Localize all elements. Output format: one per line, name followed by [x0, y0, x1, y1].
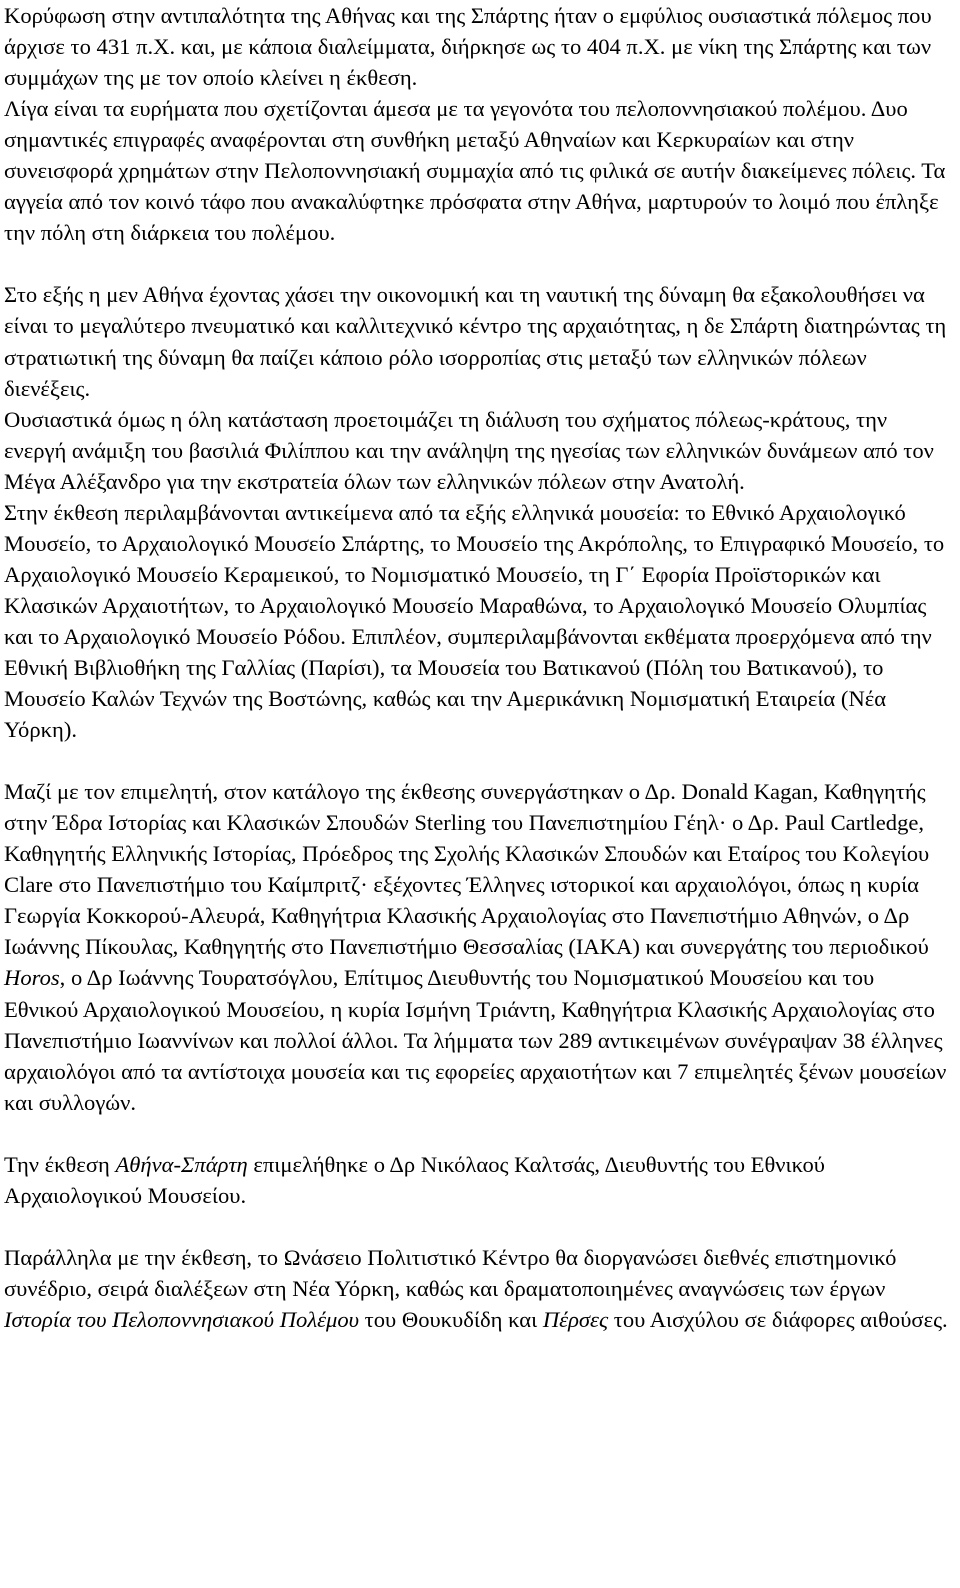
paragraph-spacer — [4, 248, 954, 279]
paragraph-spacer — [4, 745, 954, 776]
text-run: του Θουκυδίδη και — [359, 1306, 543, 1332]
work-title-thucydides: Ιστορία του Πελοποννησιακού Πολέμου — [4, 1306, 360, 1332]
text-run: Την έκθεση — [4, 1151, 116, 1177]
journal-title: Horos — [4, 965, 60, 991]
text-run: , ο Δρ Ιωάννης Τουρατσόγλου, Επίτιμος Διευθυντής του Νομισματικού Μουσείου και του Εθνικού Αρχαιολογικού Μουσείου, η κυρία Ισμήνη Τριάντη, Καθηγήτρια Κλασικής Αρχαιολογίας στο Πανεπιστήμιο Ιωαννίνων και πολλοί άλλοι. Τα λήμματα των 289 αντικειμένων συνέγραψαν 38 έλληνες αρχαιολόγοι από τα αντίστοιχα μουσεία και τις εφορείες αρχαιοτήτων και 7 επιμελητές ξένων μουσείων και συλλογών. — [4, 965, 947, 1115]
work-title-persians: Πέρσες — [542, 1306, 609, 1332]
text-run: του Αισχύλου σε διάφορες αιθούσες. — [608, 1306, 948, 1332]
paragraph-curator — [4, 1149, 954, 1211]
exhibition-title: Αθήνα-Σπάρτη — [115, 1151, 248, 1177]
paragraph-parallel-events — [4, 1242, 954, 1335]
paragraph-lending-museums: Στην έκθεση περιλαμβάνονται αντικείμενα από τα εξής ελληνικά μουσεία: το Εθνικό Αρχαιολογικό Μουσείο, το Αρχαιολογικό Μουσείο Σπάρτης, το Μουσείο της Ακρόπολης, το Επιγραφικό Μουσείο, το Αρχαιολογικό Μουσείο Κεραμεικού, το Νομισματικό Μουσείο, τη Γ΄ Εφορία Προϊστορικών και Κλασικών Αρχαιοτήτων, το Αρχαιολογικό Μουσείο Μαραθώνα, το Αρχαιολογικό Μουσείο Ολυμπίας και το Αρχαιολογικό Μουσείο Ρόδου. Επιπλέον, συμπεριλαμβάνονται εκθέματα προερχόμενα από την Εθνική Βιβλιοθήκη της Γαλλίας (Παρίσι), τα Μουσεία του Βατικανού (Πόλη του Βατικανού), το Μουσείο Καλών Τεχνών της Βοστώνης, καθώς και την Αμερικάνικη Νομισματική Εταιρεία (Νέα Υόρκη). — [4, 499, 945, 743]
paragraph-peloponnesian-war-intro: Κορύφωση στην αντιπαλότητα της Αθήνας και της Σπάρτης ήταν ο εμφύλιος ουσιαστικά πόλεμος που άρχισε το 431 π.Χ. και, με κάποια διαλείμματα, διήρκησε ως το 404 π.Χ. με νίκη της Σπάρτης και των συμμάχων της με τον οποίο κλείνει η έκθεση. — [4, 3, 932, 91]
paragraph-city-state-dissolution: Ουσιαστικά όμως η όλη κατάσταση προετοιμάζει τη διάλυση του σχήματος πόλεως-κράτους, την ενεργή ανάμιξη του βασιλιά Φιλίππου και την ανάληψη της ηγεσίας των ελληνικών δυνάμεων από τον Μέγα Αλέξανδρο για την εκστρατεία όλων των ελληνικών πόλεων στην Ανατολή. — [4, 406, 934, 494]
paragraph-aftermath: Στο εξής η μεν Αθήνα έχοντας χάσει την οικονομική και τη ναυτική της δύναμη θα εξακολουθήσει να είναι το μεγαλύτερο πνευματικό και καλλιτεχνικό κέντρο της αρχαιότητας, η δε Σπάρτη διατηρώντας τη στρατιωτική της δύναμη θα παίζει κάποιο ρόλο ισορροπίας στις μεταξύ των ελληνικών πόλεων διενέξεις. — [4, 282, 947, 401]
document-page — [4, 0, 954, 1335]
paragraph-spacer — [4, 1211, 954, 1242]
paragraph-spacer — [4, 1118, 954, 1149]
paragraph-findings: Λίγα είναι τα ευρήματα που σχετίζονται άμεσα με τα γεγονότα του πελοποννησιακού πολέμου. Δυο σημαντικές επιγραφές αναφέρονται στη συνθήκη μεταξύ Αθηναίων και Κερκυραίων και στην συνεισφορά χρημάτων στην Πελοποννησιακή συμμαχία από τις φιλικά σε αυτήν διακείμενες πόλεις. Τα αγγεία από τον κοινό τάφο που ανακαλύφτηκε πρόσφατα στην Αθήνα, μαρτυρούν το λοιμό που έπληξε την πόλη στη διάρκεια του πολέμου. — [4, 96, 946, 246]
text-run: επιμελήθηκε ο Δρ Νικόλαος Καλτσάς, Διευθυντής του Εθνικού Αρχαιολογικού Μουσείου. — [4, 1151, 825, 1208]
paragraph-catalogue-contributors — [4, 776, 954, 1118]
text-run: Παράλληλα με την έκθεση, το Ωνάσειο Πολιτιστικό Κέντρο θα διοργανώσει διεθνές επιστημονικό συνέδριο, σειρά διαλέξεων στη Νέα Υόρκη, καθώς και δραματοποιημένες αναγνώσεις των έργων — [4, 1244, 897, 1301]
text-run: Μαζί με τον επιμελητή, στον κατάλογο της έκθεσης συνεργάστηκαν ο Δρ. Donald Kagan, Καθηγητής στην Έδρα Ιστορίας και Κλασικών Σπουδών Sterling του Πανεπιστημίου Γέηλ· ο Δρ. Paul Cartledge, Καθηγητής Ελληνικής Ιστορίας, Πρόεδρος της Σχολής Κλασικών Σπουδών και Εταίρος του Κολεγίου Clare στο Πανεπιστήμιο του Καίμπριτζ· εξέχοντες Έλληνες ιστορικοί και αρχαιολόγοι, όπως η κυρία Γεωργία Κοκκορού-Αλευρά, Καθηγήτρια Κλασικής Αρχαιολογίας στο Πανεπιστήμιο Αθηνών, ο Δρ Ιωάννης Πίκουλας, Καθηγητής στο Πανεπιστήμιο Θεσσαλίας (ΙΑΚΑ) και συνεργάτης του περιοδικού — [4, 779, 930, 960]
